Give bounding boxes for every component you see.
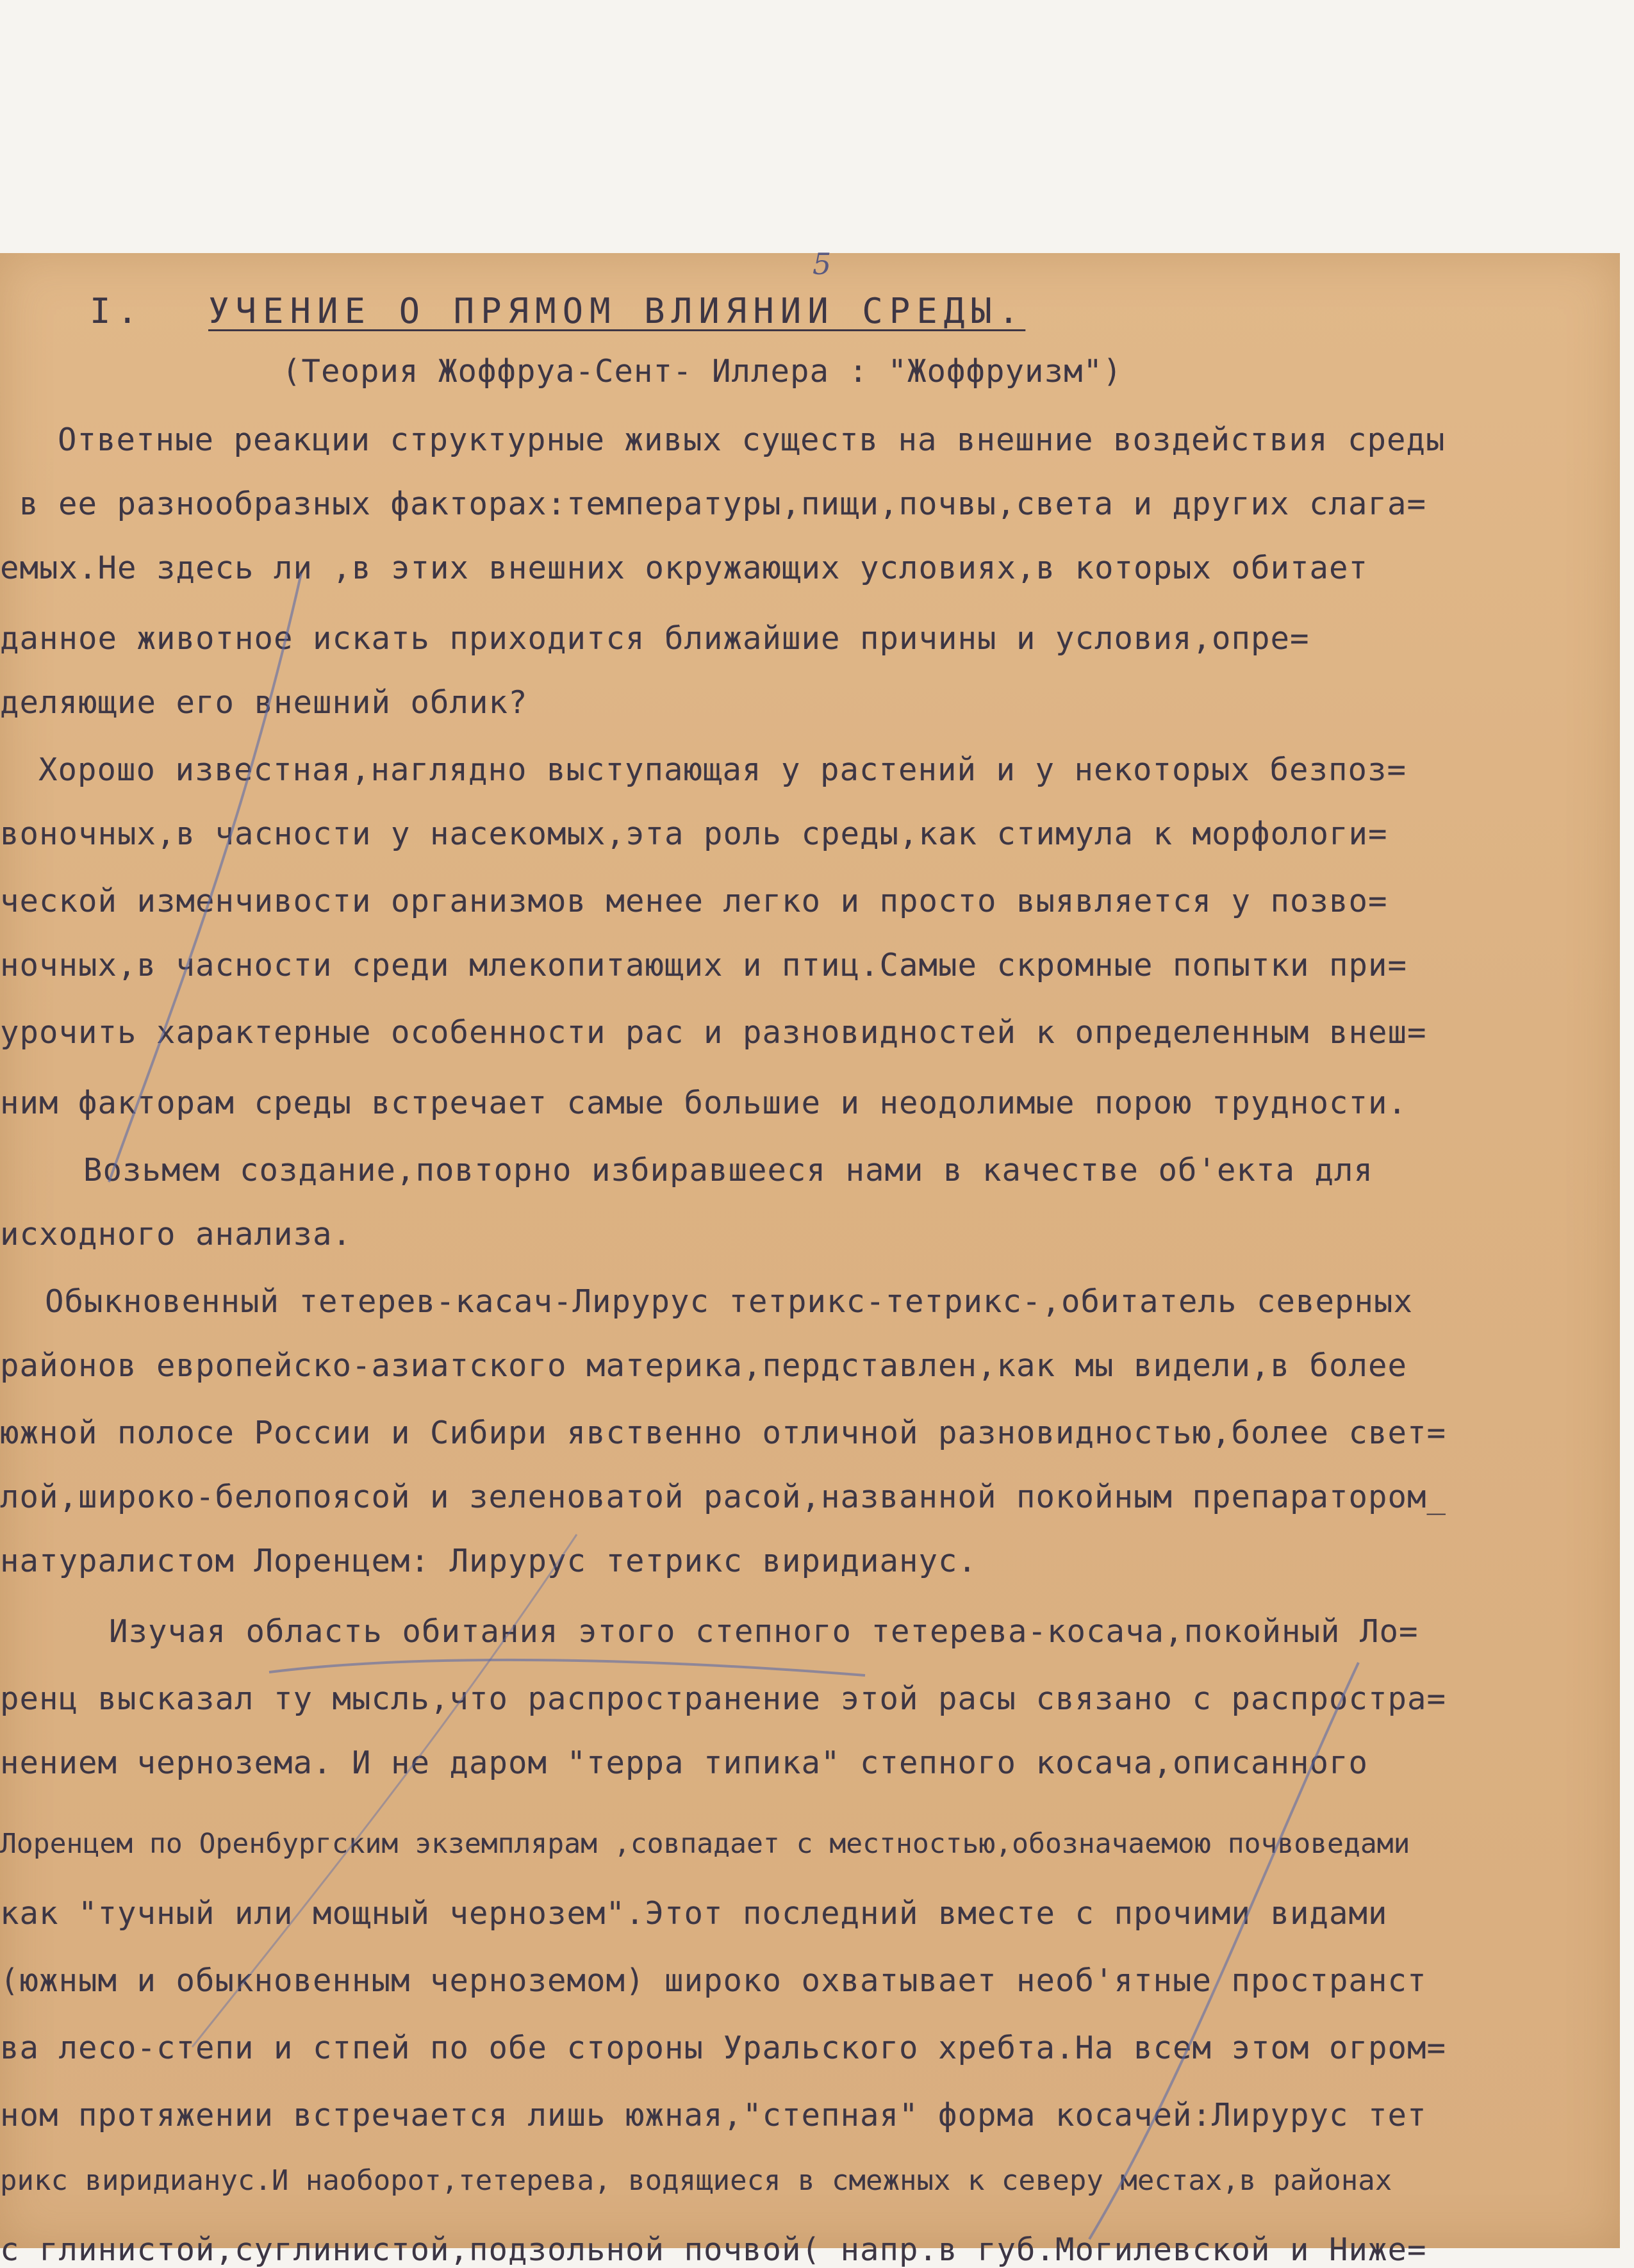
text-line: емых.Не здесь ли ,в этих внешних окружающих условиях,в которых обитает: [0, 550, 1369, 586]
heading-title: УЧЕНИЕ О ПРЯМОМ ВЛИЯНИИ СРЕДЫ.: [208, 291, 1026, 331]
document-page: [0, 247, 1620, 2268]
text-line: районов европейско-азиатского материка,пердставлен,как мы видели,в более: [0, 1347, 1408, 1384]
text-line: ним факторам среды встречает самые большие и неодолимые порою трудности.: [0, 1085, 1408, 1121]
text-line: Изучая область обитания этого степного тетерева-косача,покойный Ло=: [109, 1613, 1419, 1650]
text-line: воночных,в часности у насекомых,эта роль среды,как стимула к морфологи=: [0, 816, 1388, 852]
text-line: Ответные реакции структурные живых существ на внешние воздействия среды: [58, 422, 1446, 458]
text-line: данное животное искать приходится ближайшие причины и условия,опре=: [0, 620, 1310, 657]
text-line: деляющие его внешний облик?: [0, 684, 528, 721]
text-line: рикс виридианус.И наоборот,тетерева, водящиеся в смежных к северу местах,в районах: [0, 2164, 1392, 2197]
text-line: Лоренцем по Оренбургским экземплярам ,совпадает с местностью,обозначаемою почвоведами: [0, 1828, 1410, 1860]
heading-numeral: I.: [90, 291, 145, 331]
page-number: 5: [813, 247, 832, 281]
text-line: ном протяжении встречается лишь южная,"степная" форма косачей:Лирурус тет: [0, 2097, 1427, 2133]
text-line: Хорошо известная,наглядно выступающая у растений и у некоторых безпоз=: [38, 752, 1407, 788]
heading-subtitle: (Теория Жоффруа-Сент- Иллера : "Жоффруизм"): [282, 353, 1123, 390]
text-line: натуралистом Лоренцем: Лирурус тетрикс виридианус.: [0, 1543, 978, 1579]
text-line: лой,широко-белопоясой и зеленоватой расой,названной покойным препаратором_: [0, 1479, 1447, 1515]
text-line: исходного анализа.: [0, 1216, 352, 1253]
text-line: как "тучный или мощный чернозем".Этот последний вместе с прочими видами: [0, 1895, 1388, 1932]
pencil-marks: [0, 253, 1620, 2248]
text-line: ночных,в часности среди млекопитающих и птиц.Самые скромные попытки при=: [0, 947, 1408, 983]
text-line: нением чернозема. И не даром "терра типика" степного косача,описанного: [0, 1745, 1369, 1781]
text-line: ренц высказал ту мысль,что распространение этой расы связано с распростра=: [0, 1680, 1447, 1717]
text-line: (южным и обыкновенным черноземом) широко охватывает необ'ятные пространст: [0, 1962, 1427, 1999]
text-line: южной полосе России и Сибири явственно отличной разновидностью,более свет=: [0, 1415, 1447, 1451]
text-line: в ее разнообразных факторах:температуры,пищи,почвы,света и других слага=: [19, 486, 1427, 522]
text-line: с глинистой,суглинистой,подзольной почвой( напр.в губ.Могилевской и Ниже=: [0, 2231, 1427, 2268]
text-line: Возьмем создание,повторно избиравшееся нами в качестве об'екта для: [83, 1152, 1374, 1188]
text-line: Обыкновенный тетерев-касач-Лирурус тетрикс-тетрикс-,обитатель северных: [45, 1283, 1414, 1320]
text-line: урочить характерные особенности рас и разновидностей к определенным внеш=: [0, 1014, 1427, 1051]
text-line: ческой изменчивости организмов менее легко и просто выявляется у позво=: [0, 883, 1388, 919]
text-line: ва лесо-степи и стпей по обе стороны Уральского хребта.На всем этом огром=: [0, 2030, 1447, 2066]
